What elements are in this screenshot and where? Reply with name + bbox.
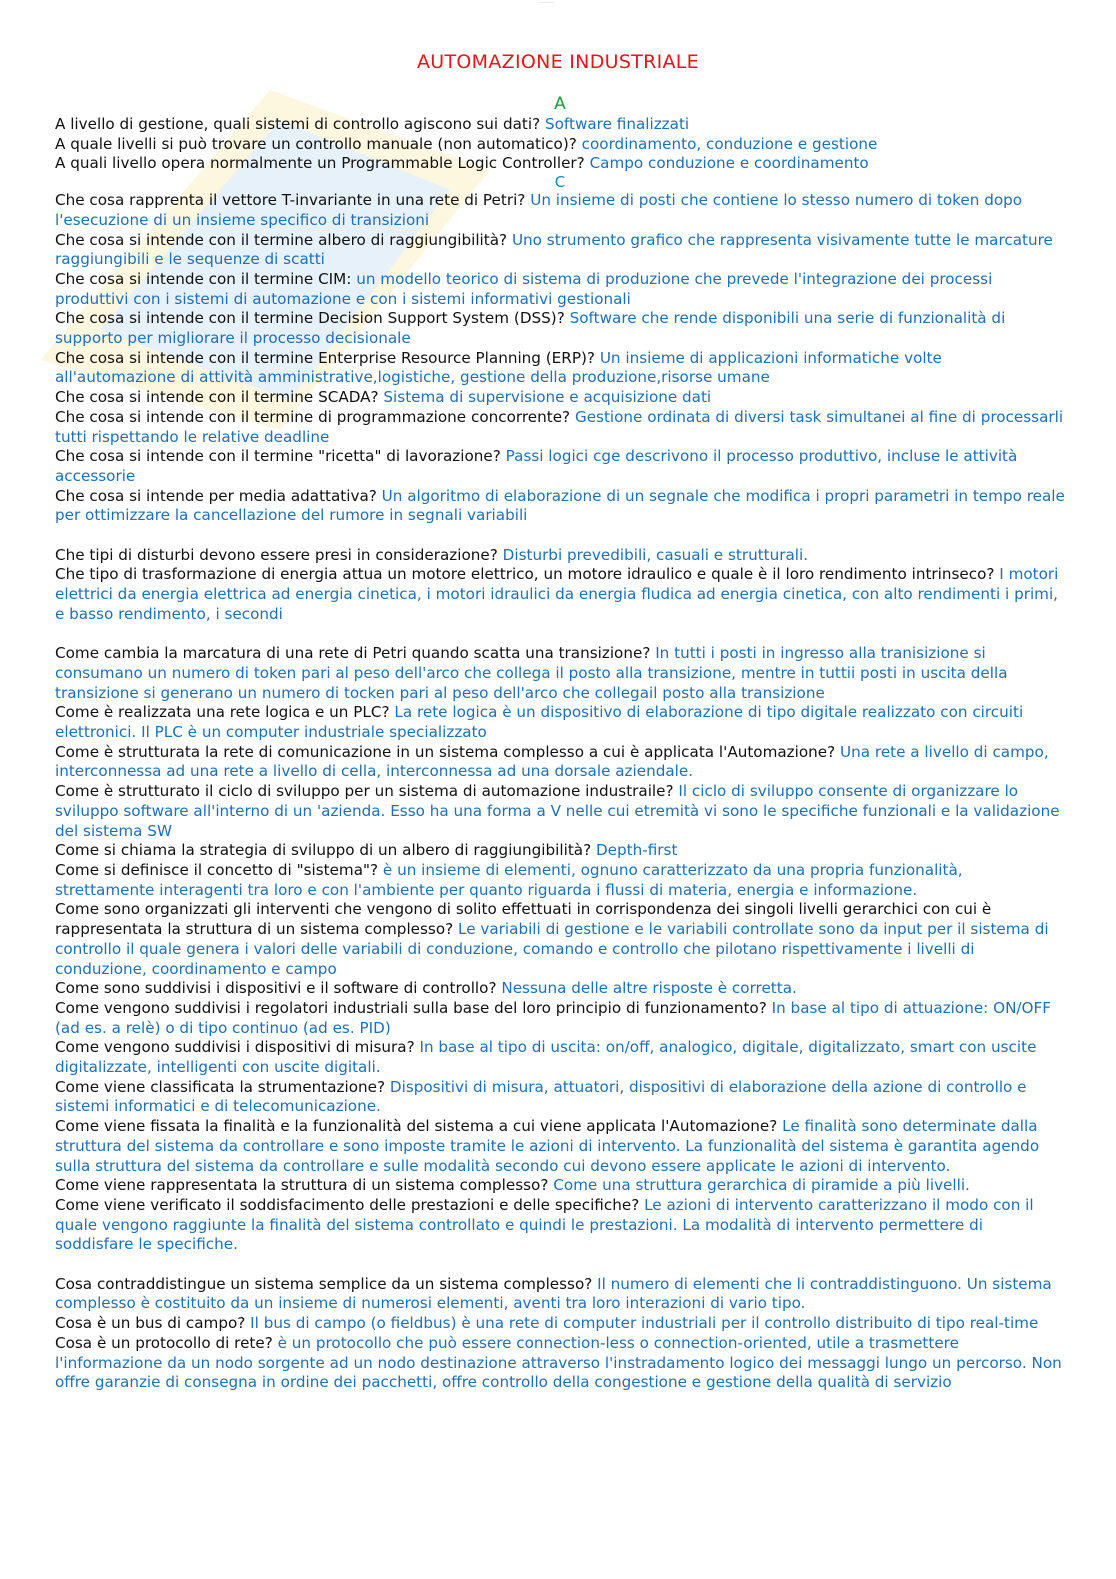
answer-text: In base al tipo di attuazione: ON/OFF (ad es. a relè) o di tipo continuo (ad es. PID)	[55, 998, 1051, 1037]
question-text: A quali livello opera normalmente un Programmable Logic Controller?	[55, 154, 590, 173]
answer-text: Nessuna delle altre risposte è corretta.	[501, 979, 797, 998]
answer-text: Uno strumento grafico che rappresenta visivamente tutte le marcature raggiungibili e le sequenze di scatti	[55, 230, 1053, 269]
qa-item	[55, 408, 1065, 447]
header-mark: ···········	[540, 0, 554, 5]
question-text: Come è realizzata una rete logica e un PLC?	[55, 703, 395, 722]
question-text: Cosa è un protocollo di rete?	[55, 1333, 278, 1352]
answer-text: La rete logica è un dispositivo di elaborazione di tipo digitale realizzato con circuiti elettronici. Il PLC è un computer industriale specializzato	[55, 703, 1024, 742]
qa-item	[55, 447, 1065, 486]
answer-text: Il bus di campo (o fieldbus) è una rete di computer industriali per il controllo distribuito di tipo real-time	[250, 1314, 1039, 1333]
answer-text: Dispositivi di misura, attuatori, dispositivi di elaborazione della azione di controllo e sistemi informatici e di telecomunicazione.	[55, 1077, 1027, 1116]
question-text: Come sono organizzati gli interventi che vengono di solito effettuati in corrispondenza dei singoli livelli gerarchici con cui è rappresentata la struttura di un sistema complesso?	[55, 900, 992, 939]
section-letter: A	[554, 94, 566, 114]
answer-text: Sistema di supervisione e acquisizione dati	[383, 388, 712, 407]
section-letter: C	[554, 173, 566, 192]
question-text: Cosa contraddistingue un sistema semplice da un sistema complesso?	[55, 1274, 598, 1293]
page-title: AUTOMAZIONE INDUSTRIALE	[416, 51, 699, 73]
qa-item	[55, 861, 1065, 900]
question-text: Come sono suddivisi i dispositivi e il software di controllo?	[55, 979, 502, 998]
qa-item	[55, 743, 1065, 782]
answer-text: Passi logici cge descrivono il processo produttivo, incluse le attività accessorie	[55, 447, 1018, 485]
qa-item	[55, 1334, 1065, 1393]
question-text: Che cosa si intende con il termine SCADA?	[55, 388, 384, 407]
question-text: A livello di gestione, quali sistemi di controllo agiscono sui dati?	[55, 115, 545, 133]
answer-text: Disturbi prevedibili, casuali e strutturali.	[502, 545, 809, 564]
question-text: Come è strutturato il ciclo di sviluppo per un sistema di automazione industraile?	[55, 782, 679, 801]
qa-content	[55, 93, 1065, 1393]
answer-text: In base al tipo di uscita: on/off, analogico, digitale, digitalizzato, smart con uscite digitalizzate, intelligenti con uscite digitali.	[55, 1038, 1037, 1077]
qa-item	[55, 1314, 1065, 1334]
qa-item	[55, 154, 1065, 174]
answer-text: è un protocollo che può essere connection-less o connection-oriented, utile a trasmettere l'informazione da un nodo sorgente ad un nodo destinazione attraverso l'instradamento logico dei messaggi lungo un percorso. Non offre garanzie di consegna in ordine dei pacchetti, offre controllo della congestione e gestione della qualità di servizio	[55, 1333, 1062, 1392]
question-text: Come cambia la marcatura di una rete di Petri quando scatta una transizione?	[55, 644, 656, 663]
qa-item	[55, 1038, 1065, 1077]
qa-item	[55, 1176, 1065, 1196]
question-text: Che cosa si intende con il termine Enterprise Resource Planning (ERP)?	[55, 348, 600, 367]
answer-text: Software finalizzati	[544, 115, 690, 133]
question-text: Che cosa si intende con il termine Decision Support System (DSS)?	[55, 309, 570, 328]
answer-text: Come una struttura gerarchica di piramide a più livelli.	[553, 1176, 970, 1195]
qa-item	[55, 231, 1065, 270]
question-text: Come viene rappresentata la struttura di un sistema complesso?	[55, 1176, 554, 1195]
question-text: Che cosa si intende per media adattativa?	[55, 486, 382, 505]
answer-text: Un insieme di posti che contiene lo stesso numero di token dopo l'esecuzione di un insieme specifico di transizioni	[55, 191, 1023, 229]
qa-item	[55, 565, 1065, 624]
spacer	[55, 1255, 1065, 1275]
question-text: Come è strutturata la rete di comunicazione in un sistema complesso a cui è applicata l'Automazione?	[55, 742, 841, 761]
question-text: Che cosa si intende con il termine di programmazione concorrente?	[55, 407, 575, 426]
qa-item	[55, 546, 1065, 566]
qa-item	[55, 135, 1065, 155]
question-text: Come vengono suddivisi i dispositivi di misura?	[55, 1038, 420, 1057]
answer-text: Depth-first	[595, 841, 678, 860]
question-text: Come si chiama la strategia di sviluppo di un albero di raggiungibilità?	[55, 841, 596, 860]
answer-text: un modello teorico di sistema di produzione che prevede l'integrazione dei processi produttivi con i sistemi di automazione e con i sistemi informativi gestionali	[55, 269, 993, 308]
qa-item	[55, 270, 1065, 309]
qa-item	[55, 349, 1065, 388]
answer-text: Il numero di elementi che li contraddistinguono. Un sistema complesso è costituito da un insieme di numerosi elementi, aventi tra loro interazioni di vario tipo.	[55, 1274, 1052, 1313]
question-text: Cosa è un bus di campo?	[55, 1314, 251, 1333]
answer-text: Una rete a livello di campo, interconnessa ad una rete a livello di cella, interconnessa ad una dorsale aziendale.	[55, 742, 1049, 781]
answer-text: Un insieme di applicazioni informatiche volte all'automazione di attività amministrative,logistiche, gestione della produzione,risorse umane	[55, 348, 942, 387]
qa-item	[55, 191, 1065, 230]
answer-text: è un insieme di elementi, ognuno caratterizzato da una propria funzionalità, strettamente interagenti tra loro e con l'ambiente per quanto riguarda i flussi di materia, energia e informazione.	[55, 860, 963, 899]
answer-text: coordinamento, conduzione e gestione	[581, 134, 878, 153]
qa-item	[55, 703, 1065, 742]
spacer	[55, 526, 1065, 546]
answer-text: In tutti i posti in ingresso alla tranisizione si consumano un numero di token pari al peso dell'arco che collega il posto alla transizione, mentre in tuttii posti in uscita della transizione si generano un numero di tocken pari al peso dell'arco che collegail posto alla transizione	[55, 644, 1008, 702]
qa-item	[55, 115, 1065, 135]
question-text: Che cosa si intende con il termine "ricetta" di lavorazione?	[55, 447, 506, 466]
question-text: Come si definisce il concetto di "sistema"?	[55, 860, 383, 879]
spacer	[55, 625, 1065, 645]
answer-text: Le finalità sono determinate dalla struttura del sistema da controllare e sono imposte tramite le azioni di intervento. La funzionalità del sistema è garantita agendo sulla struttura del sistema da controllare e sulle modalità secondo cui devono essere applicate le azioni di intervento.	[55, 1117, 1040, 1175]
question-text: Che tipo di trasformazione di energia attua un motore elettrico, un motore idraulico e quale è il loro rendimento intrinseco?	[55, 565, 1000, 584]
answer-text: Un algoritmo di elaborazione di un segnale che modifica i propri parametri in tempo reale per ottimizzare la cancellazione del rumore in segnali variabili	[55, 486, 1065, 525]
answer-text: I motori elettrici da energia elettrica ad energia cinetica, i motori idraulici da energia fludica ad energia cinetica, con alto rendimenti i primi, e basso rendimento, i secondi	[55, 565, 1059, 623]
question-text: Come viene verificato il soddisfacimento delle prestazioni e delle specifiche?	[55, 1195, 645, 1214]
qa-item	[55, 1196, 1065, 1255]
question-text: Come viene classificata la strumentazione?	[55, 1077, 390, 1096]
qa-item	[55, 979, 1065, 999]
qa-item	[55, 388, 1065, 408]
question-text: Come vengono suddivisi i regolatori industriali sulla base del loro principio di funzionamento?	[55, 998, 772, 1017]
qa-item	[55, 644, 1065, 703]
qa-item	[55, 1078, 1065, 1117]
question-text: A quale livelli si può trovare un controllo manuale (non automatico)?	[55, 134, 582, 153]
answer-text: Software che rende disponibili una serie di funzionalità di supporto per migliorare il processo decisionale	[55, 309, 1006, 348]
qa-item	[55, 782, 1065, 841]
question-text: Che cosa rapprenta il vettore T-invariante in una rete di Petri?	[55, 191, 531, 210]
answer-text: Le azioni di intervento caratterizzano il modo con il quale vengono raggiunte la finalità del sistema controllato e quindi le prestazioni. La modalità di intervento permettere di soddisfare le specifiche.	[55, 1195, 1034, 1254]
qa-item	[55, 487, 1065, 526]
question-text: Che tipi di disturbi devono essere presi in considerazione?	[55, 545, 503, 564]
qa-item	[55, 999, 1065, 1038]
answer-text: Campo conduzione e coordinamento	[589, 154, 869, 173]
question-text: Che cosa si intende con il termine CIM:	[55, 269, 357, 288]
question-text: Come viene fissata la finalità e la funzionalità del sistema a cui viene applicata l'Automazione?	[55, 1117, 783, 1136]
answer-text: Il ciclo di sviluppo consente di organizzare lo sviluppo software all'interno di un 'azienda. Esso ha una forma a V nelle cui etremità vi sono le specifiche funzionali e la validazione del sistema SW	[55, 782, 1060, 840]
qa-item	[55, 1117, 1065, 1176]
question-text: Che cosa si intende con il termine albero di raggiungibilità?	[55, 230, 512, 249]
qa-item	[55, 841, 1065, 861]
answer-text: Le variabili di gestione e le variabili controllate sono da input per il sistema di controllo il quale genera i valori delle variabili di conduzione, comando e controllo che pilotano rispettivamente i livelli di conduzione, coordinamento e campo	[55, 920, 1049, 978]
answer-text: Gestione ordinata di diversi task simultanei al fine di processarli tutti rispettando le relative deadline	[55, 407, 1064, 446]
qa-item	[55, 309, 1065, 348]
qa-item	[55, 1275, 1065, 1314]
qa-item	[55, 900, 1065, 979]
